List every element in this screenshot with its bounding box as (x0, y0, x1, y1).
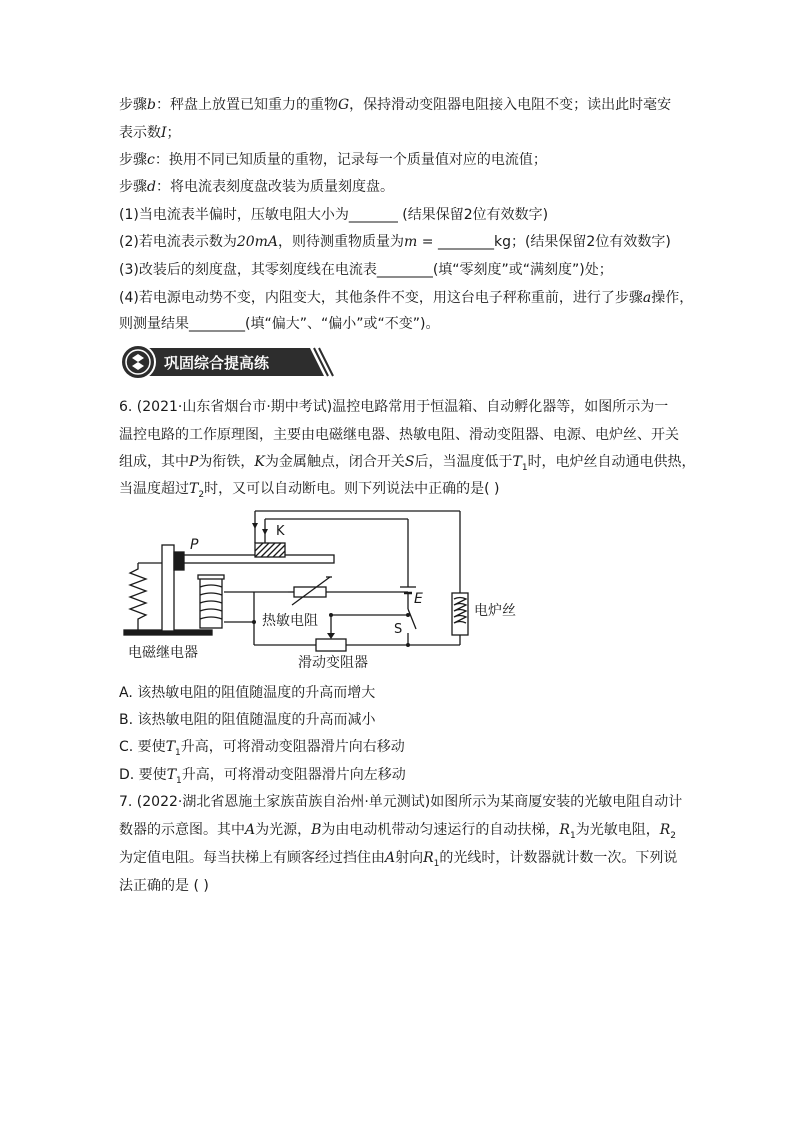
step-label: 步骤 (119, 152, 147, 168)
question-4-line-2: 则测量结果________(填“偏大”、“偏小”或“不变”)。 (119, 316, 440, 332)
option-text: C. 要使 (119, 739, 166, 755)
q6-line-1: 6. (2021·山东省烟台市·期中考试)温控电路常用于恒温箱、自动孵化器等，如图所示为一 (119, 399, 669, 415)
q6-text: 后，当温度低于 (414, 454, 513, 470)
q7-line-2 (119, 820, 676, 846)
q7-text: 为由电动机带动匀速运行的自动扶梯， (321, 822, 560, 838)
label-rheostat: 滑动变阻器 (298, 655, 368, 671)
q7-text: 为光敏电阻， (575, 822, 660, 838)
q6-line-2: 温控电路的工作原理图，主要由电磁继电器、热敏电阻、滑动变阻器、电源、电炉丝、开关 (119, 427, 679, 443)
step-b-line-2 (119, 123, 181, 143)
var-A: A (245, 822, 256, 838)
step-text: ：换用不同已知质量的重物，记录每一个质量值对应的电流值； (154, 152, 547, 168)
step-label: 步骤 (119, 97, 147, 113)
q4-text: (4)若电源电动势不变，内阻变大，其他条件不变，用这台电子秤称重前，进行了步骤 (119, 290, 643, 306)
var-R1: R (559, 822, 570, 838)
q2-text: ，则待测重物质量为 (278, 234, 405, 250)
q6-text: 时，电炉丝自动通电供热， (527, 454, 696, 470)
q6-line-4 (119, 479, 499, 505)
var-T2: T (189, 481, 199, 497)
subscript: 1 (433, 858, 440, 869)
q2-text: (2)若电流表示数为 (119, 234, 237, 250)
q7-text: 射向 (395, 850, 424, 866)
var-I: I (161, 125, 167, 141)
q7-text: 为光源， (255, 822, 312, 838)
label-E: E (414, 591, 423, 607)
step-text: 表示数 (119, 125, 161, 141)
step-letter: d (147, 179, 156, 195)
step-text: ：将电流表刻度盘改装为质量刻度盘。 (155, 179, 394, 195)
q7-text: 数器的示意图。其中 (119, 822, 245, 838)
q6-text: 当温度超过 (119, 481, 189, 497)
banner-title: 巩固综合提高练 (164, 354, 270, 372)
q6-text: 时，又可以自动断电。则下列说法中正确的是( ) (204, 481, 500, 497)
var-S: S (404, 454, 415, 470)
subscript: 2 (670, 830, 676, 841)
q7-line-3 (119, 848, 677, 874)
q6-text: 为衔铁， (198, 454, 255, 470)
step-d-line (119, 177, 394, 197)
q2-text: = ________kg；(结果保留2位有效数字) (417, 234, 671, 250)
question-1: (1)当电流表半偏时，压敏电阻大小为_______ (结果保留2位有效数字) (119, 207, 549, 223)
option-d (119, 765, 406, 791)
var-R2: R (659, 822, 671, 838)
var-B: B (311, 822, 322, 838)
q7-text: 的光线时，计数器就计数一次。下列说 (439, 850, 678, 866)
step-label: 步骤 (119, 179, 147, 195)
subscript: 1 (175, 747, 181, 758)
question-2 (119, 232, 671, 252)
label-relay: 电磁继电器 (128, 645, 198, 661)
option-b: B. 该热敏电阻的阻值随温度的升高而减小 (119, 712, 376, 728)
q6-line-3 (119, 452, 696, 478)
q6-text: 为金属触点，闭合开关 (264, 454, 405, 470)
q7-line-1: 7. (2022·湖北省恩施土家族苗族自治州·单元测试)如图所示为某商厦安装的光敏电阻自动计 (119, 794, 683, 810)
var-T1: T (512, 454, 522, 470)
label-thermistor: 热敏电阻 (262, 613, 318, 629)
q2-value: 20mA (236, 234, 279, 250)
q6-text: 组成，其中 (119, 454, 189, 470)
section-banner (120, 344, 338, 380)
q7-text: 为定值电阻。每当扶梯上有顾客经过挡住由 (119, 850, 385, 866)
option-c (119, 737, 405, 763)
step-letter: b (147, 97, 156, 113)
step-c-line (119, 150, 547, 170)
var-T1: T (166, 767, 177, 783)
circuit-diagram (118, 505, 516, 675)
subscript: 1 (521, 462, 528, 473)
subscript: 1 (176, 775, 182, 786)
q4-text: 操作， (651, 290, 694, 306)
step-text: ：秤盘上放置已知重力的重物 (155, 97, 338, 113)
option-text: 升高，可将滑动变阻器滑片向左移动 (181, 767, 406, 783)
question-4-line-1 (119, 288, 693, 308)
var-A: A (385, 850, 396, 866)
var-R1: R (423, 850, 434, 866)
var-P: P (189, 454, 199, 470)
question-3: (3)改装后的刻度盘，其零刻度线在电流表________(填“零刻度”或“满刻度”)处； (119, 262, 613, 278)
step-b-line-1 (119, 95, 671, 115)
subscript: 2 (198, 489, 205, 500)
label-P: P (190, 537, 199, 553)
option-a: A. 该热敏电阻的阻值随温度的升高而增大 (119, 685, 376, 701)
var-K: K (254, 454, 265, 470)
label-K: K (276, 524, 285, 539)
var-G: G (337, 97, 350, 113)
step-letter: a (642, 290, 652, 306)
option-text: D. 要使 (119, 767, 167, 783)
option-text: 升高，可将滑动变阻器滑片向右移动 (180, 739, 405, 755)
var-T1: T (165, 739, 176, 755)
subscript: 1 (569, 830, 576, 841)
step-text: ； (166, 125, 181, 141)
q7-line-4: 法正确的是 ( ) (119, 878, 209, 894)
step-text: ，保持滑动变阻器电阻接入电阻不变；读出此时毫安 (349, 97, 672, 113)
label-heater: 电炉丝 (474, 603, 516, 619)
step-letter: c (147, 152, 155, 168)
var-m: m (404, 234, 418, 250)
label-S: S (394, 622, 403, 637)
banner-graphic (120, 344, 338, 380)
